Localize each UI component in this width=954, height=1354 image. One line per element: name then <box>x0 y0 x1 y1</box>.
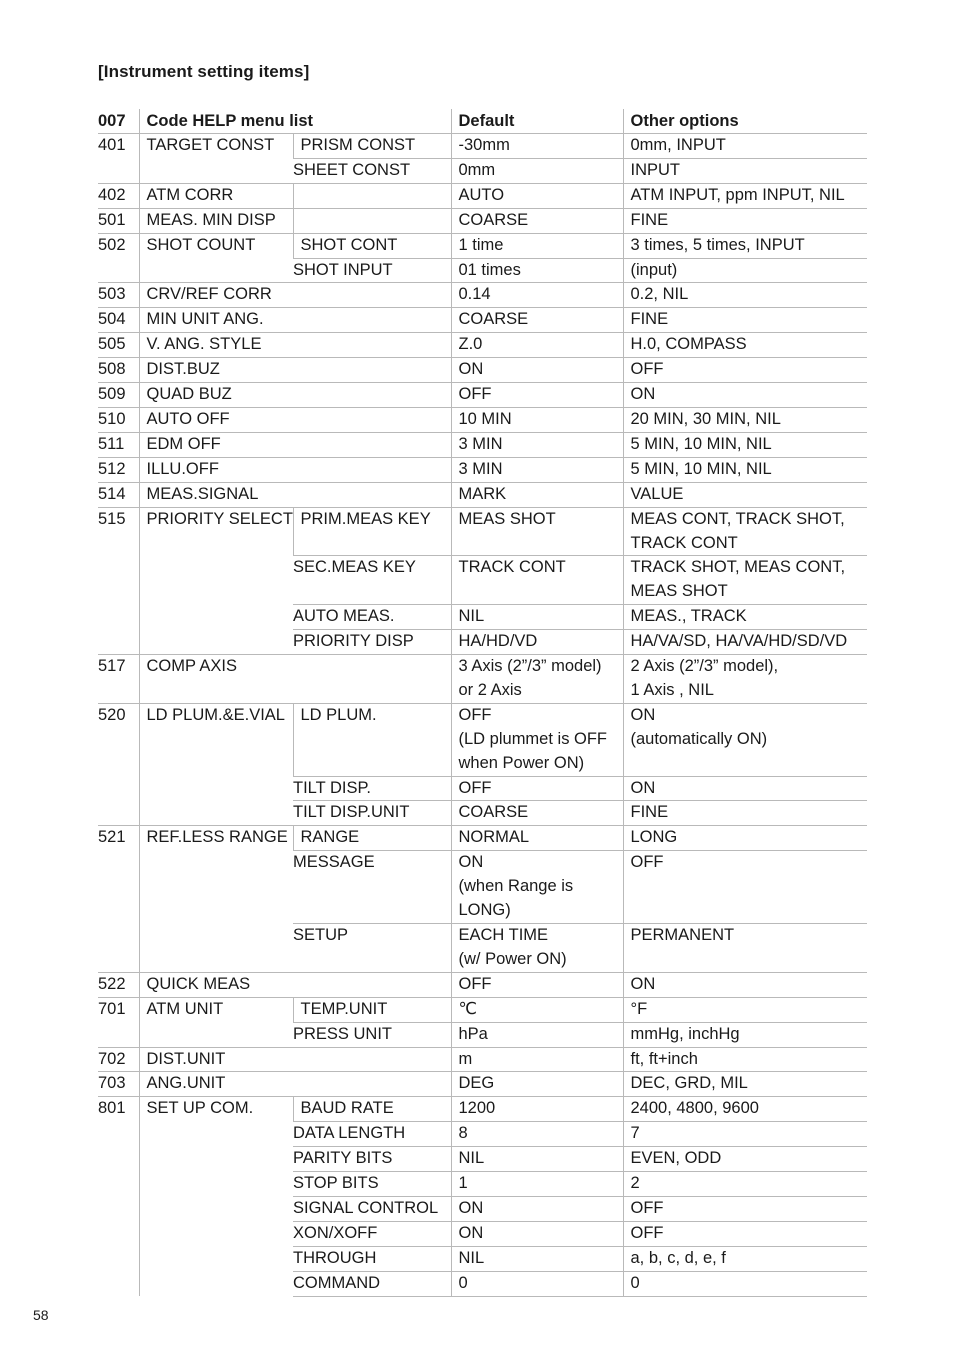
default-cell: COARSE <box>451 308 623 333</box>
options-line: ON <box>630 705 656 724</box>
sub-item-cell: SETUP <box>293 924 451 973</box>
table-header-row <box>98 109 867 134</box>
default-cell: 1 time <box>451 233 623 258</box>
item-cell: COMP AXIS <box>139 655 451 704</box>
item-cell: CRV/REF CORR <box>139 283 451 308</box>
options-cell: ON <box>623 972 867 997</box>
code-cell: 401 <box>98 134 139 184</box>
default-cell: 1200 <box>451 1097 623 1122</box>
code-cell: 514 <box>98 482 139 507</box>
sub-item-cell: PRIORITY DISP <box>293 630 451 655</box>
sub-item-cell: STOP BITS <box>293 1172 451 1197</box>
sub-item-cell: PRESS UNIT <box>293 1022 451 1047</box>
item-cell: ILLU.OFF <box>139 457 451 482</box>
item-cell: ANG.UNIT <box>139 1072 451 1097</box>
default-cell: MEAS SHOT <box>451 507 623 556</box>
code-cell: 512 <box>98 457 139 482</box>
default-cell: Z.0 <box>451 333 623 358</box>
code-cell: 505 <box>98 333 139 358</box>
default-cell: NIL <box>451 605 623 630</box>
default-line: LONG) <box>458 901 511 920</box>
table-row <box>98 308 867 333</box>
default-cell <box>451 924 623 973</box>
page-number: 58 <box>33 1307 49 1323</box>
table-row <box>98 333 867 358</box>
table-row <box>98 358 867 383</box>
table-row <box>98 383 867 408</box>
table-row <box>98 283 867 308</box>
options-cell: FINE <box>623 308 867 333</box>
options-cell: 3 times, 5 times, INPUT <box>623 233 867 258</box>
default-cell: ON <box>451 1196 623 1221</box>
options-cell: 5 MIN, 10 MIN, NIL <box>623 457 867 482</box>
default-cell: OFF <box>451 972 623 997</box>
options-cell: HA/VA/SD, HA/VA/HD/SD/VD <box>623 630 867 655</box>
item-cell: QUICK MEAS <box>139 972 451 997</box>
sub-item-cell: PRISM CONST <box>293 134 451 159</box>
item-cell: SET UP COM. <box>139 1097 293 1296</box>
options-cell: ATM INPUT, ppm INPUT, NIL <box>623 183 867 208</box>
code-cell: 522 <box>98 972 139 997</box>
options-cell: a, b, c, d, e, f <box>623 1246 867 1271</box>
table-row <box>98 407 867 432</box>
header-menu-list: Code HELP menu list <box>139 109 451 134</box>
code-cell: 703 <box>98 1072 139 1097</box>
section-heading: [Instrument setting items] <box>98 62 310 81</box>
sub-item-cell: RANGE <box>293 826 451 851</box>
code-cell: 510 <box>98 407 139 432</box>
code-cell: 702 <box>98 1047 139 1072</box>
default-cell: m <box>451 1047 623 1072</box>
default-cell: 8 <box>451 1122 623 1147</box>
options-cell: MEAS., TRACK <box>623 605 867 630</box>
options-cell <box>623 703 867 776</box>
options-cell: ON <box>623 776 867 801</box>
default-line: EACH TIME <box>458 926 549 944</box>
options-cell: °F <box>623 997 867 1022</box>
table-row <box>98 507 867 556</box>
options-cell: OFF <box>623 358 867 383</box>
sub-item-cell: SEC.MEAS KEY <box>293 556 451 605</box>
table-row <box>98 183 867 208</box>
default-cell <box>451 655 623 704</box>
options-cell: 7 <box>623 1122 867 1147</box>
default-cell: ℃ <box>451 997 623 1022</box>
item-cell: REF.LESS RANGE <box>139 826 293 972</box>
item-cell: DIST.UNIT <box>139 1047 451 1072</box>
default-cell: 0.14 <box>451 283 623 308</box>
sub-item-cell: SHEET CONST <box>293 158 451 183</box>
default-cell: 10 MIN <box>451 407 623 432</box>
code-cell: 517 <box>98 655 139 704</box>
default-cell: 01 times <box>451 258 623 283</box>
code-cell: 504 <box>98 308 139 333</box>
sub-item-cell: MESSAGE <box>293 851 451 924</box>
default-cell: HA/HD/VD <box>451 630 623 655</box>
table-row <box>98 482 867 507</box>
table-row <box>98 134 867 159</box>
item-cell: EDM OFF <box>139 432 451 457</box>
default-cell: COARSE <box>451 801 623 826</box>
table-row <box>98 432 867 457</box>
options-cell: 2400, 4800, 9600 <box>623 1097 867 1122</box>
options-line: (automatically ON) <box>630 729 768 748</box>
options-cell <box>623 655 867 704</box>
code-cell: 502 <box>98 233 139 283</box>
options-cell: FINE <box>623 208 867 233</box>
instrument-settings-table <box>98 109 867 1297</box>
table-body <box>98 134 867 1297</box>
table-row <box>98 703 867 776</box>
sub-item-cell: PRIM.MEAS KEY <box>293 507 451 556</box>
default-cell: AUTO <box>451 183 623 208</box>
header-code: 007 <box>98 112 126 130</box>
options-cell: 5 MIN, 10 MIN, NIL <box>623 432 867 457</box>
options-cell: 2 <box>623 1172 867 1197</box>
default-line: or 2 Axis <box>458 680 522 699</box>
default-line: 3 Axis (2”/3” model) <box>458 657 602 676</box>
options-cell <box>623 507 867 556</box>
sub-item-cell: XON/XOFF <box>293 1221 451 1246</box>
code-cell: 402 <box>98 183 139 208</box>
options-cell: LONG <box>623 826 867 851</box>
item-cell: MEAS. MIN DISP <box>139 208 293 233</box>
item-cell: SHOT COUNT <box>139 233 293 283</box>
options-cell: PERMANENT <box>623 924 867 973</box>
default-cell <box>451 851 623 924</box>
code-cell: 515 <box>98 507 139 654</box>
code-cell: 521 <box>98 826 139 972</box>
options-cell: 0mm, INPUT <box>623 134 867 159</box>
item-cell: QUAD BUZ <box>139 383 451 408</box>
default-cell: 0mm <box>451 158 623 183</box>
default-cell: NORMAL <box>451 826 623 851</box>
options-cell: OFF <box>623 1196 867 1221</box>
default-cell: TRACK CONT <box>451 556 623 605</box>
options-line: 1 Axis , NIL <box>630 680 714 699</box>
sub-item-cell: SHOT INPUT <box>293 258 451 283</box>
code-cell: 501 <box>98 208 139 233</box>
options-cell: DEC, GRD, MIL <box>623 1072 867 1097</box>
table-row <box>98 457 867 482</box>
item-cell: MIN UNIT ANG. <box>139 308 451 333</box>
table-row <box>98 826 867 851</box>
sub-item-cell: BAUD RATE <box>293 1097 451 1122</box>
options-cell: 20 MIN, 30 MIN, NIL <box>623 407 867 432</box>
default-cell: NIL <box>451 1246 623 1271</box>
default-line: (when Range is <box>458 877 574 896</box>
default-cell: 0 <box>451 1271 623 1296</box>
sub-item-cell: COMMAND <box>293 1271 451 1296</box>
default-cell: OFF <box>451 383 623 408</box>
sub-item-cell: DATA LENGTH <box>293 1122 451 1147</box>
sub-item-cell <box>293 208 451 233</box>
options-line: TRACK CONT <box>630 533 738 552</box>
sub-item-cell: AUTO MEAS. <box>293 605 451 630</box>
default-line: when Power ON) <box>458 753 585 772</box>
sub-item-cell: TILT DISP. <box>293 776 451 801</box>
sub-item-cell: LD PLUM. <box>293 703 451 776</box>
header-other-options: Other options <box>623 109 867 134</box>
options-cell: mmHg, inchHg <box>623 1022 867 1047</box>
options-cell: ON <box>623 383 867 408</box>
options-cell: OFF <box>623 1221 867 1246</box>
sub-item-cell <box>293 183 451 208</box>
default-cell: -30mm <box>451 134 623 159</box>
options-cell: 0.2, NIL <box>623 283 867 308</box>
options-cell: VALUE <box>623 482 867 507</box>
code-cell: 509 <box>98 383 139 408</box>
default-line: (w/ Power ON) <box>458 949 567 968</box>
item-cell: LD PLUM.&E.VIAL <box>139 703 293 826</box>
options-cell: EVEN, ODD <box>623 1147 867 1172</box>
default-cell: NIL <box>451 1147 623 1172</box>
item-cell: MEAS.SIGNAL <box>139 482 451 507</box>
default-line: (LD plummet is OFF <box>458 729 608 748</box>
options-cell: ft, ft+inch <box>623 1047 867 1072</box>
options-line: MEAS SHOT <box>630 582 728 601</box>
sub-item-cell: TEMP.UNIT <box>293 997 451 1022</box>
options-line: MEAS CONT, TRACK SHOT, <box>630 509 845 528</box>
options-cell: H.0, COMPASS <box>623 333 867 358</box>
default-cell: MARK <box>451 482 623 507</box>
options-cell: (input) <box>623 258 867 283</box>
options-cell: INPUT <box>623 158 867 183</box>
item-cell: ATM UNIT <box>139 997 293 1047</box>
code-cell: 520 <box>98 703 139 826</box>
table-row <box>98 1072 867 1097</box>
code-cell: 701 <box>98 997 139 1047</box>
header-default: Default <box>451 109 623 134</box>
default-line: OFF <box>458 705 492 724</box>
options-cell: FINE <box>623 801 867 826</box>
default-cell: hPa <box>451 1022 623 1047</box>
default-cell: COARSE <box>451 208 623 233</box>
default-cell: OFF <box>451 776 623 801</box>
table-row <box>98 997 867 1022</box>
default-cell: 1 <box>451 1172 623 1197</box>
item-cell: V. ANG. STYLE <box>139 333 451 358</box>
sub-item-cell: TILT DISP.UNIT <box>293 801 451 826</box>
sub-item-cell: PARITY BITS <box>293 1147 451 1172</box>
item-cell: TARGET CONST <box>139 134 293 184</box>
table-row <box>98 208 867 233</box>
table-row <box>98 1097 867 1122</box>
default-cell: DEG <box>451 1072 623 1097</box>
code-cell: 511 <box>98 432 139 457</box>
default-cell <box>451 703 623 776</box>
options-cell <box>623 556 867 605</box>
options-cell: 0 <box>623 1271 867 1296</box>
sub-item-cell: SIGNAL CONTROL <box>293 1196 451 1221</box>
table-row <box>98 972 867 997</box>
item-cell: PRIORITY SELECT <box>139 507 293 654</box>
item-cell: DIST.BUZ <box>139 358 451 383</box>
item-cell: ATM CORR <box>139 183 293 208</box>
item-cell: AUTO OFF <box>139 407 451 432</box>
options-cell: OFF <box>623 851 867 924</box>
sub-item-cell: SHOT CONT <box>293 233 451 258</box>
table-row <box>98 1047 867 1072</box>
options-line: 2 Axis (2”/3” model), <box>630 657 779 676</box>
code-cell: 503 <box>98 283 139 308</box>
table-row <box>98 233 867 258</box>
code-cell: 508 <box>98 358 139 383</box>
default-line: ON <box>458 853 484 872</box>
code-cell: 801 <box>98 1097 139 1296</box>
options-line: TRACK SHOT, MEAS CONT, <box>630 558 846 577</box>
table-row <box>98 655 867 704</box>
sub-item-cell: THROUGH <box>293 1246 451 1271</box>
default-cell: ON <box>451 358 623 383</box>
default-cell: 3 MIN <box>451 432 623 457</box>
default-cell: 3 MIN <box>451 457 623 482</box>
default-cell: ON <box>451 1221 623 1246</box>
